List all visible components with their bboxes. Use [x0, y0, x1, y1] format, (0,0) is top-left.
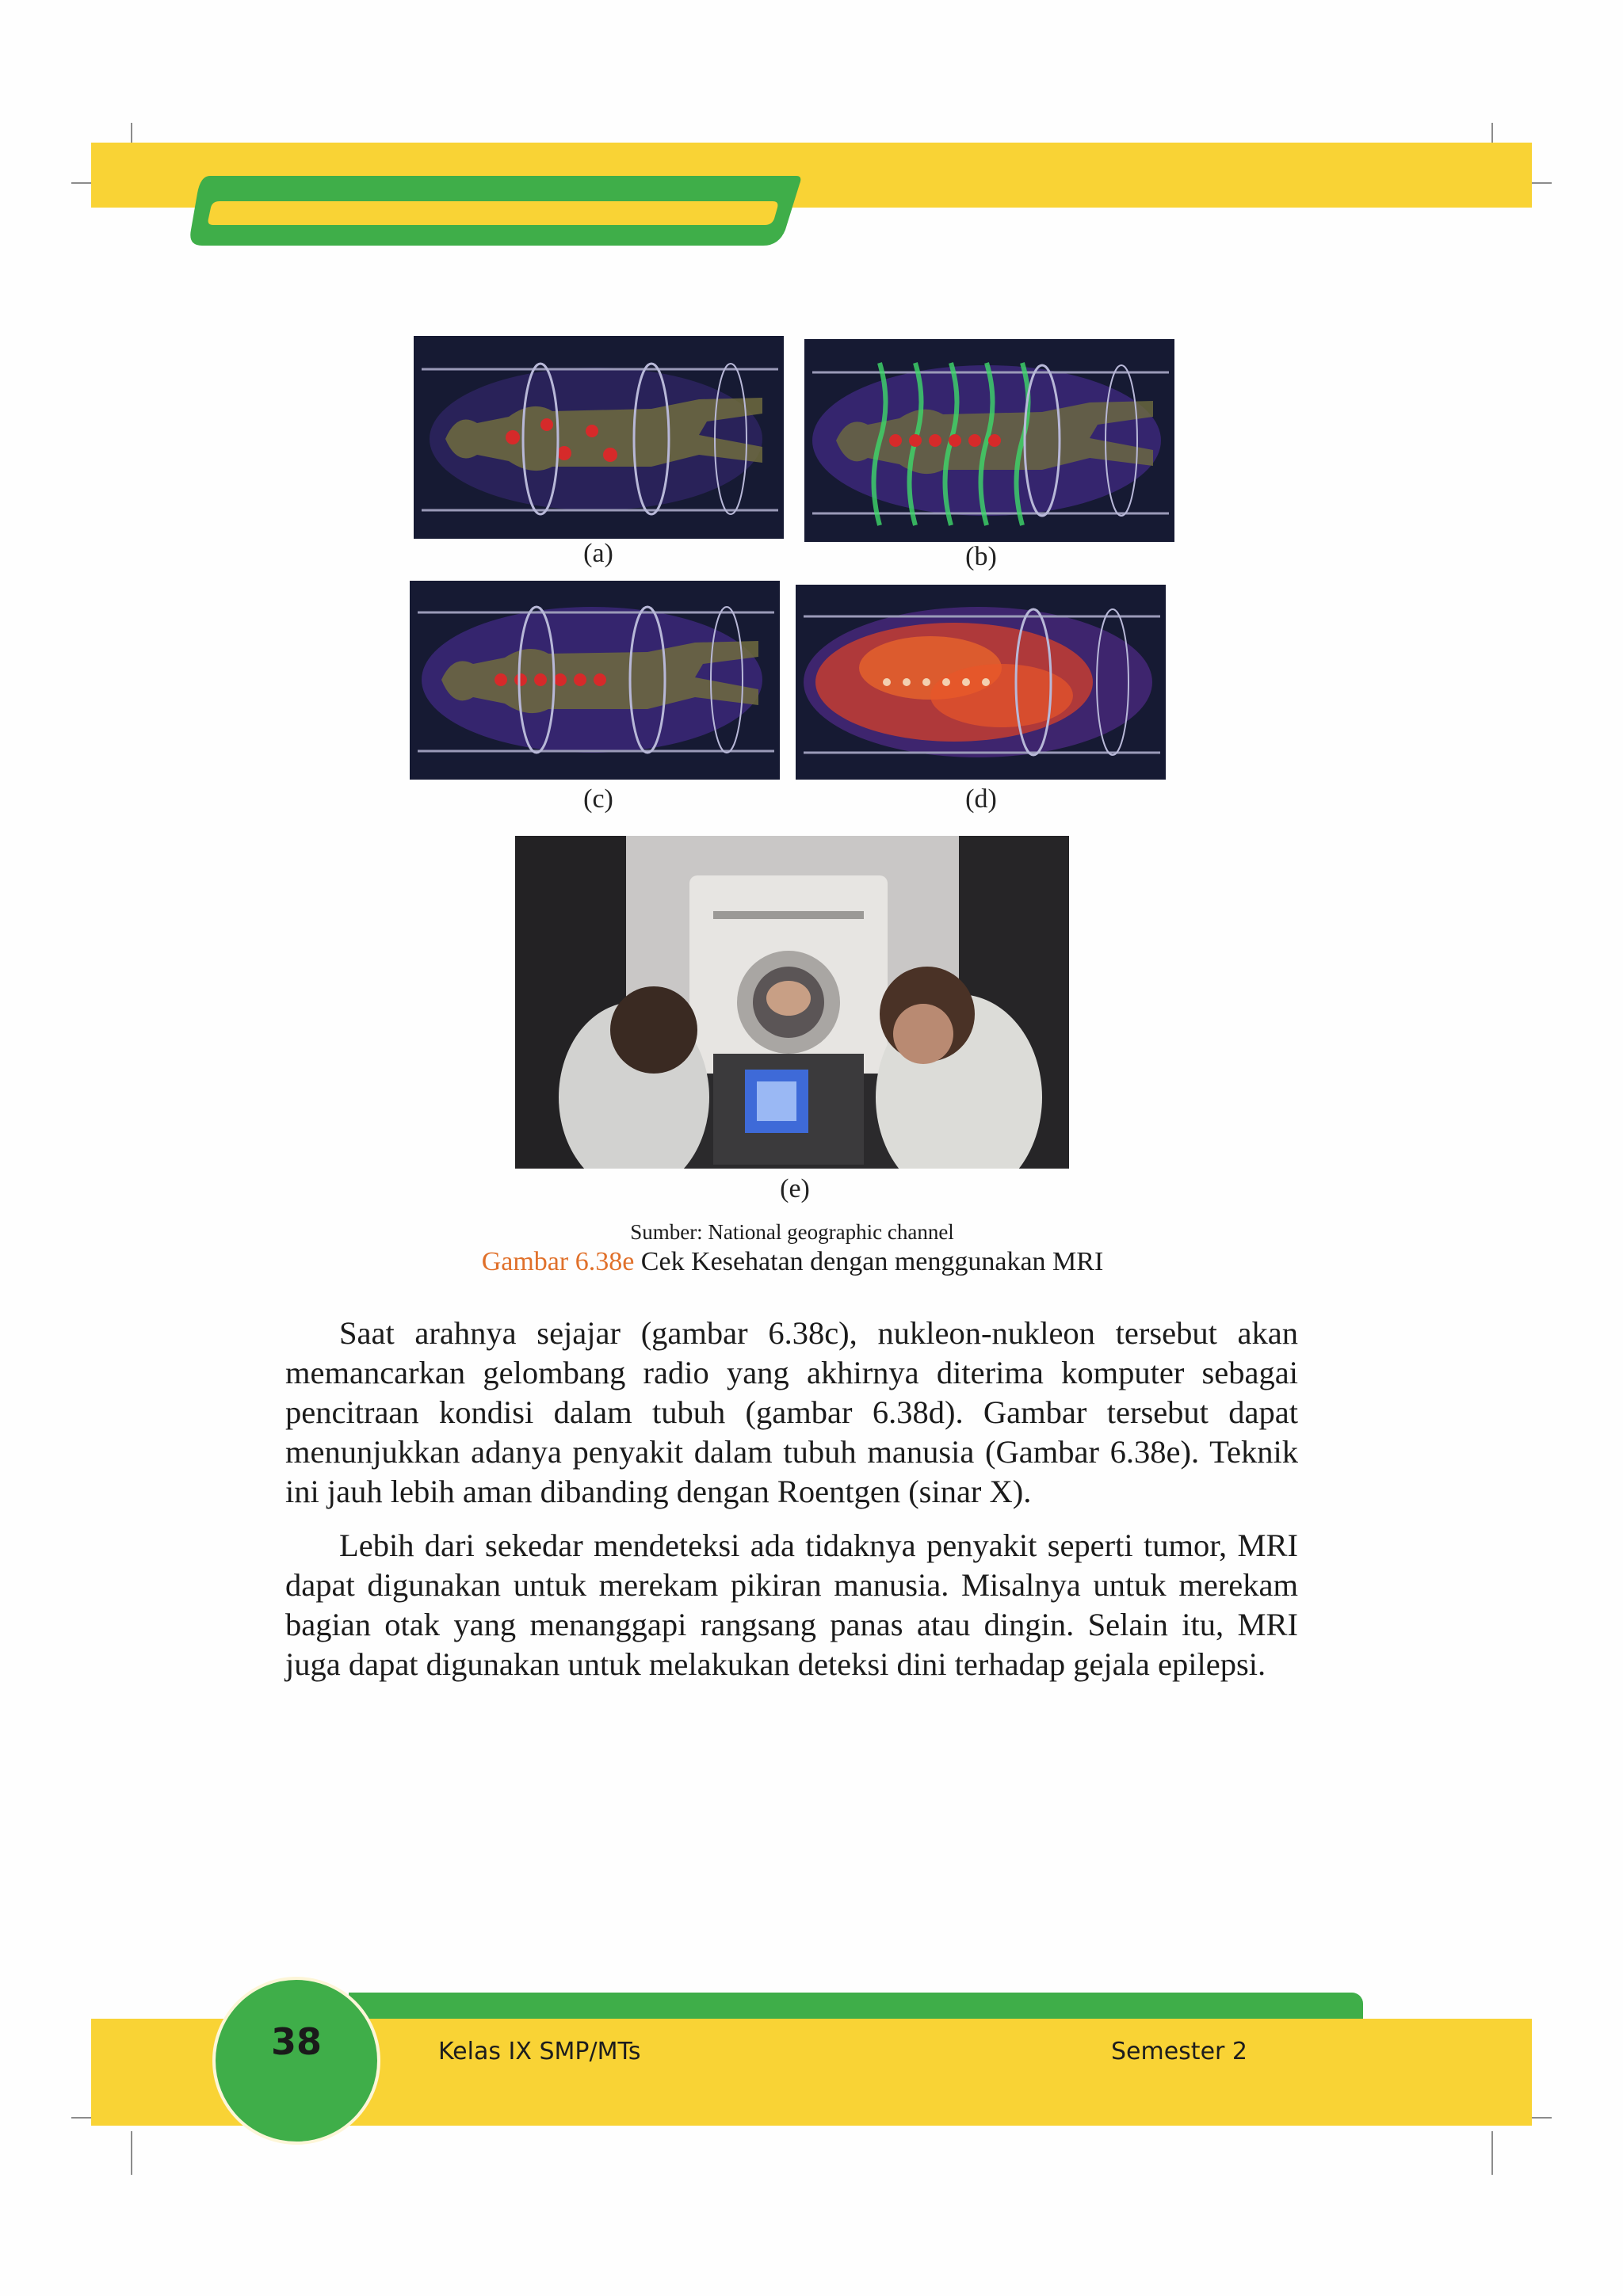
paragraph-1: Saat arahnya sejajar (gambar 6.38c), nukleon-nukleon tersebut akan memancarkan gelombang radio yang akhirnya diterima komputer sebagai pencitraan kondisi dalam tubuh (gambar 6.38d). Gambar tersebut dapat menunjukkan adanya penyakit dalam tubuh manusia (Gambar 6.38e). Teknik ini jauh lebih aman dibanding dengan Roentgen (sinar X). [285, 1315, 1298, 1509]
body-text [285, 1314, 1298, 1684]
figure-caption-number: Gambar 6.38e [481, 1247, 635, 1276]
figure-e-label: (e) [780, 1174, 810, 1203]
figure-d-label: (d) [965, 784, 997, 814]
figure-caption [357, 1247, 1228, 1277]
footer-book-title: Kelas IX SMP/MTs [438, 2038, 641, 2065]
crop-mark [131, 2131, 132, 2175]
figure-source: Sumber: National geographic channel [630, 1220, 954, 1244]
header-tab [186, 173, 804, 249]
footer-semester: Semester 2 [1111, 2038, 1247, 2065]
figure-caption-text: Cek Kesehatan dengan menggunakan MRI [640, 1247, 1104, 1276]
figure-a-label: (a) [583, 539, 613, 568]
figure-c-label: (c) [583, 784, 613, 814]
figure-b-label: (b) [965, 542, 997, 571]
footer-green-strip [349, 1993, 1363, 2019]
crop-mark [1491, 2131, 1493, 2175]
figure-e-image [515, 836, 1069, 1169]
figure-c-image [410, 581, 780, 780]
page-number: 38 [270, 2020, 322, 2063]
figure-b-image [804, 339, 1174, 542]
figure-d-image [796, 585, 1166, 780]
paragraph-2: Lebih dari sekedar mendeteksi ada tidaknya penyakit seperti tumor, MRI dapat digunakan untuk merekam pikiran manusia. Misalnya untuk merekam bagian otak yang menanggapi rangsang panas atau dingin. Selain itu, MRI juga dapat digunakan untuk melakukan deteksi dini terhadap gejala epilepsi. [285, 1527, 1298, 1682]
figure-a-image [414, 336, 784, 539]
